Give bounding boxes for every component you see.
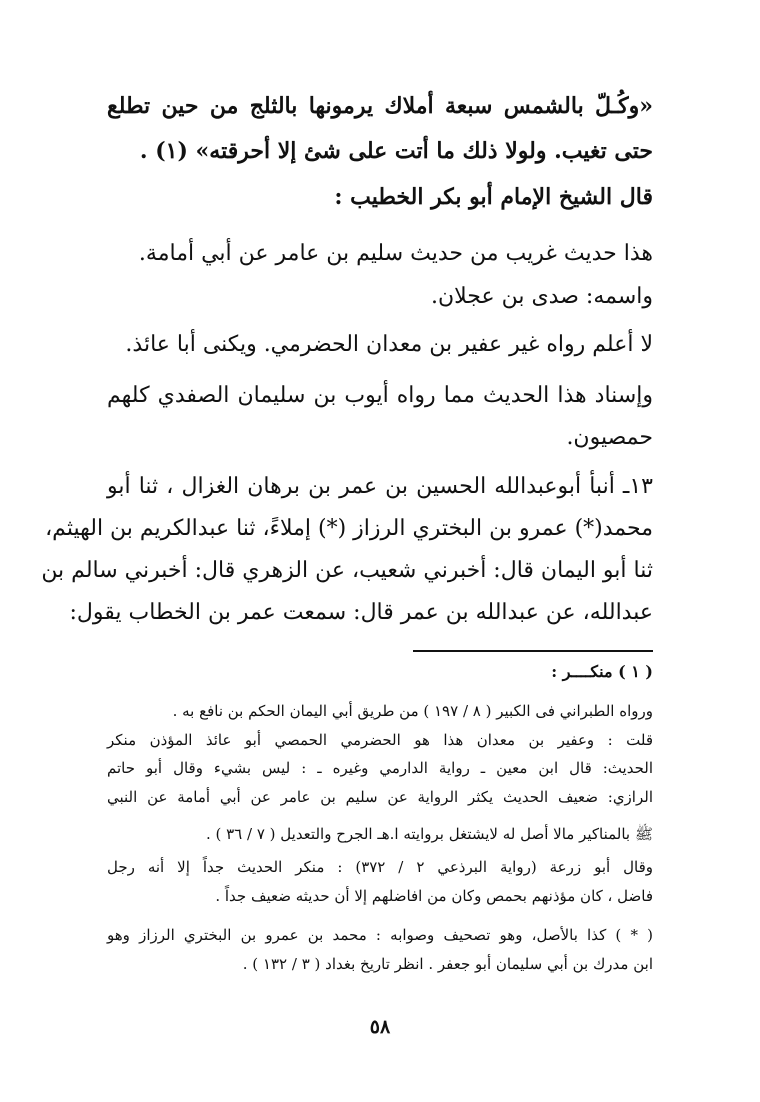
paragraph-1-line-1: هذا حديث غريب من حديث سليم بن عامر عن أبي أمامة. <box>138 241 653 266</box>
paragraph-4-line-4: عبدالله، عن عبدالله بن عمر قال: سمعت عمر بن الخطاب يقول: <box>69 600 653 625</box>
footnote-line-8: ( * ) كذا بالأصل، وهو تصحيف وصوابه : محمد بن عمرو بن البختري الرزاز وهو <box>107 926 653 944</box>
paragraph-3-line-2: حمصيون. <box>566 425 653 450</box>
hadith-line-2: حتى تغيب. ولولا ذلك ما أتت على شئ إلا أحرقته» (١) . <box>139 138 653 164</box>
footnote-line-1: ورواه الطبراني فى الكبير ( ٨ / ١٩٧ ) من طريق أبي اليمان الحكم بن نافع به . <box>172 702 653 720</box>
footnote-line-6: وقال أبو زرعة (رواية البرذعي ٢ / ٣٧٢) : منكر الحديث جداً إلا أنه رجل <box>107 858 653 876</box>
paragraph-4-line-3: ثنا أبو اليمان قال: أخبرني شعيب، عن الزهري قال: أخبرني سالم بن <box>41 558 653 583</box>
paragraph-4-line-2: محمد(*) عمرو بن البختري الرزاز (*) إملاءً، ثنا عبدالكريم بن الهيثم، <box>45 516 653 541</box>
footnote-heading: ( ١ ) منكــــر : <box>551 662 653 681</box>
footnote-line-7: فاضل ، كان مؤذنهم بحمص وكان من افاضلهم إلا أن حديثه ضعيف جداً . <box>215 887 653 905</box>
paragraph-1-line-2: واسمه: صدى بن عجلان. <box>431 284 653 309</box>
footnote-line-2: قلت : وعفير بن معدان هذا هو الحضرمي الحمصي أبو عائذ المؤذن منكر <box>107 731 653 749</box>
paragraph-2: لا أعلم رواه غير عفير بن معدان الحضرمي. ويكنى أبا عائذ. <box>125 332 653 357</box>
paragraph-3-line-1: وإسناد هذا الحديث مما رواه أيوب بن سليمان الصفدي كلهم <box>107 383 653 408</box>
hadith-line-1: «وكُـلّ بالشمس سبعة أملاك يرمونها بالثلج من حين تطلع <box>107 93 653 119</box>
paragraph-4-line-1: ١٣ـ أنبأ أبوعبدالله الحسين بن عمر بن برهان الغزال ، ثنا أبو <box>107 474 653 499</box>
footnote-line-5: ﷺ بالمناكير مالا أصل له لايشتغل بروايته ا.هـ الجرح والتعديل ( ٧ / ٣٦ ) . <box>205 825 653 843</box>
footnote-divider <box>413 650 653 652</box>
footnote-line-9: ابن مدرك بن أبي سليمان أبو جعفر . انظر تاريخ بغداد ( ٣ / ١٣٢ ) . <box>242 955 653 973</box>
section-heading: قال الشيخ الإمام أبو بكر الخطيب : <box>334 184 653 210</box>
footnote-line-3: الحديث: قال ابن معين ـ رواية الدارمي وغيره ـ : ليس بشيء وقال أبو حاتم <box>107 759 653 777</box>
footnote-line-4: الرازي: ضعيف الحديث يكثر الرواية عن سليم بن عامر عن أبي أمامة عن النبي <box>107 788 653 806</box>
page-number: ٥٨ <box>369 1016 391 1038</box>
